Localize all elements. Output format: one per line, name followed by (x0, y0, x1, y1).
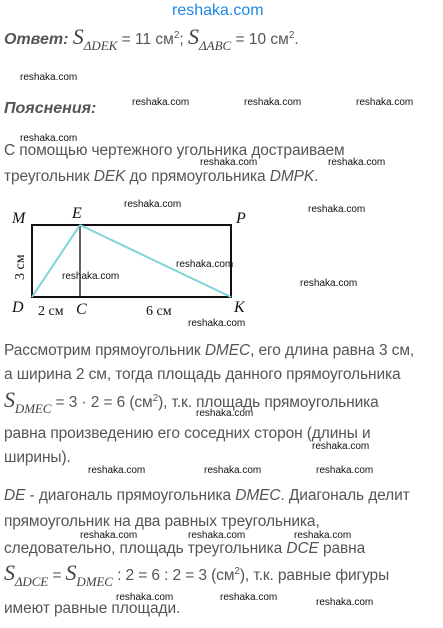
area-symbol: S (4, 560, 15, 585)
label-e: E (72, 205, 82, 222)
watermark: reshaka.com (200, 157, 258, 168)
answer-sep: ; (179, 31, 184, 48)
label-m: M (12, 210, 26, 227)
paragraph-2-line-4: равна произведению его соседних сторон (длины и (4, 425, 371, 442)
explain-label: Пояснения: (4, 100, 97, 117)
paragraph-2-line-1 (4, 342, 414, 360)
area-subscript: DMEC (76, 574, 113, 589)
text: . Диагональ делит (280, 487, 410, 504)
paragraph-1-line-2 (4, 168, 318, 186)
paragraph-3-line-4 (4, 560, 390, 589)
watermark: reshaka.com (132, 97, 190, 108)
watermark: reshaka.com (308, 204, 366, 215)
answer-s1-sub: ΔDEK (83, 38, 118, 53)
square-exponent: 2 (152, 392, 159, 404)
diagonal-name: DE (4, 487, 26, 504)
text: = 3 · 2 = 6 (см (51, 394, 153, 411)
answer-line (4, 24, 299, 53)
answer-s1: S (72, 24, 84, 49)
paragraph-3-line-2: прямоугольник на два равных треугольника, (4, 513, 320, 530)
watermark: reshaka.com (116, 592, 174, 603)
triangle-name: DEK (93, 168, 126, 185)
watermark: reshaka.com (294, 530, 352, 541)
text: = (48, 567, 66, 584)
watermark: reshaka.com (356, 97, 414, 108)
square-exponent: 2 (234, 565, 240, 577)
watermark: reshaka.com (196, 408, 254, 419)
watermark: reshaka.com (20, 133, 78, 144)
watermark: reshaka.com (300, 278, 358, 289)
watermark: reshaka.com (176, 259, 234, 270)
text: до прямоугольника (125, 168, 270, 185)
watermark: reshaka.com (80, 530, 138, 541)
label-k: K (234, 299, 245, 316)
watermark: reshaka.com (244, 97, 302, 108)
watermark: reshaka.com (316, 465, 374, 476)
watermark: reshaka.com (328, 157, 386, 168)
text: ), т.к. площадь прямоугольника (158, 394, 379, 411)
answer-s2-sub: ΔABC (199, 38, 232, 53)
watermark: reshaka.com (312, 441, 370, 452)
paragraph-3-line-3 (4, 540, 365, 558)
watermark: reshaka.com (124, 199, 182, 210)
watermark: reshaka.com (188, 318, 246, 329)
text: : 2 = 6 : 2 = 3 (см (112, 567, 235, 584)
paragraph-3-line-1 (4, 487, 410, 505)
text: Рассмотрим прямоугольник (4, 342, 205, 359)
watermark: reshaka.com (188, 530, 246, 541)
watermark: reshaka.com (316, 597, 374, 608)
answer-s1-value: = 11 см (117, 31, 174, 48)
length-left-side: 3 см (13, 254, 28, 280)
watermark: reshaka.com (204, 465, 262, 476)
paragraph-1-line-1: С помощью чертежного угольника достраиваем (4, 142, 345, 159)
answer-s2: S (188, 24, 199, 49)
text: треугольник (4, 168, 94, 185)
text: следовательно, площадь треугольника (4, 540, 287, 557)
watermark: reshaka.com (20, 72, 78, 83)
watermark: reshaka.com (220, 592, 278, 603)
site-logo[interactable]: reshaka.com (172, 2, 264, 19)
text: - диагональ прямоугольника (25, 487, 236, 504)
paragraph-2-line-2: а ширина 2 см, тогда площадь данного прямоугольника (4, 366, 401, 383)
watermark: reshaka.com (62, 271, 120, 282)
rectangle-name: DMPK (269, 168, 315, 185)
label-c: C (76, 301, 87, 318)
rectangle-name: DMEC (235, 487, 281, 504)
segment-de (32, 225, 80, 297)
label-p: P (236, 210, 246, 227)
text: равна (318, 540, 366, 557)
area-symbol: S (4, 387, 15, 412)
area-subscript: ΔDCE (14, 574, 49, 589)
area-subscript: DMEC (14, 401, 52, 416)
rectangle-name: DMEC (204, 342, 251, 359)
answer-label: Ответ: (4, 31, 69, 48)
text: , его длина равна 3 см, (250, 342, 415, 359)
answer-s1-sq: 2 (173, 29, 180, 41)
triangle-name: DCE (286, 540, 319, 557)
label-d: D (12, 299, 24, 316)
length-ck: 6 см (146, 304, 172, 319)
length-dc: 2 см (38, 304, 64, 319)
watermark: reshaka.com (88, 465, 146, 476)
answer-end: . (294, 31, 299, 48)
answer-s2-value: = 10 см (231, 31, 289, 48)
text: . (314, 168, 319, 185)
area-symbol: S (65, 560, 77, 585)
text: ), т.к. равные фигуры (239, 567, 390, 584)
paragraph-2-line-5: ширины). (4, 449, 71, 466)
answer-s2-sq: 2 (288, 29, 295, 41)
paragraph-3-line-5: имеют равные площади. (4, 600, 181, 617)
